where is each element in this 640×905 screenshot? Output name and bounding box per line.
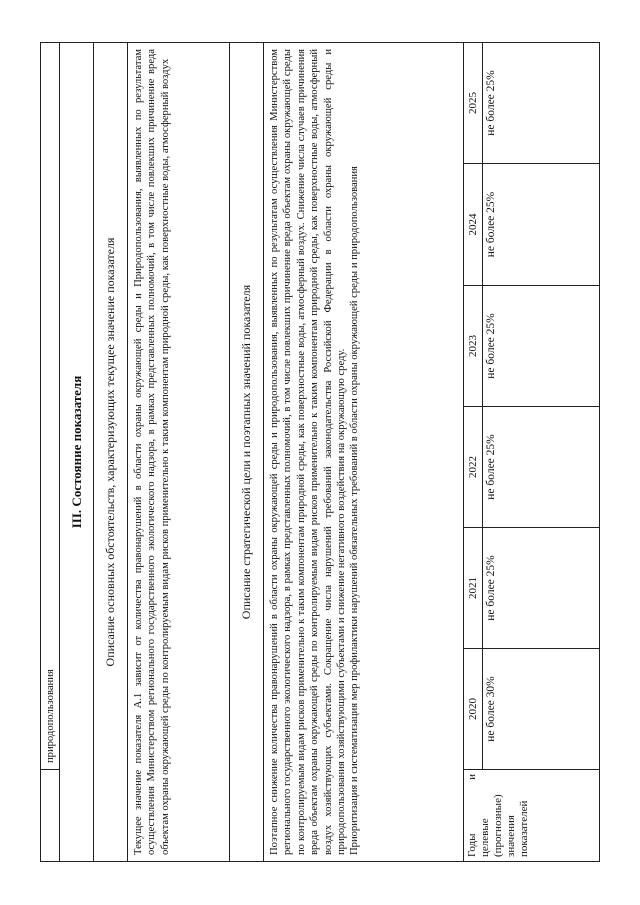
year-column: [464, 648, 599, 769]
year-value: не более 25%: [485, 191, 497, 258]
year-value: не более 25%: [485, 555, 497, 621]
years-label-a: Годы: [466, 833, 478, 857]
current-paragraph: Текущее значение показателя А.1 зависит от количества правонарушений в области охраны окружающей среды и Природопользования, выявленных по результатам осуществления Министерством регионального государственного экологического надзора, в рамках представленных полномочий, в том числе повлекших причинение вреда объектам охраны окружающей среды по контролируемым видам рисков применительно к таким компонентам природной среды, как поверхностные воды, атмосферный воздух: [133, 49, 171, 855]
section-title: III. Состояние показателя: [68, 375, 84, 529]
year-column: [464, 406, 599, 527]
top-cell-text: природопользования: [45, 669, 56, 763]
years-label-line: целевые: [479, 818, 491, 857]
years-table: [464, 42, 600, 862]
document-page: [40, 42, 600, 862]
year-header: 2025: [464, 43, 483, 163]
year-column: [464, 527, 599, 648]
year-header: 2024: [464, 164, 483, 285]
year-column: [464, 285, 599, 406]
years-label-line: значения: [505, 815, 517, 857]
year-header: 2022: [464, 407, 483, 527]
goals-paragraph-1: Поэтапное снижение количества правонарушений в области охраны окружающей среды и природопользования, выявленных по результатам осуществления Министерством регионального государственного экологического надзора, в рамках представленных полномочий, в том числе повлекших причинение вреда объектам охраны окружающей среды по контролируемым видам рисков применительно к таким компонентам природной среды, как поверхностные воды, атмосферный воздух. Снижение числа случаев причинения вреда объектам охраны окружающей среды по контролируемым видам рисков применительно к таким компонентам природной среды, как поверхностные воды, атмосферный воздух хозяйствующих субъектами. Сокращение числа нарушений требований законодательства Российской Федерации в области охраны окружающей среды и природопользования хозяйствующими субъектами и снижение негативного воздействия на окружающую среду.: [269, 49, 348, 855]
current-heading: Описание основных обстоятельств, характеризующих текущее значение показателя: [102, 237, 117, 667]
year-header: 2020: [464, 649, 483, 769]
left-empty-cell: [41, 769, 59, 861]
goals-text: [264, 43, 463, 861]
year-column: [464, 43, 599, 163]
goals-paragraph-2: Приоритизация и систематизация мер профилактики нарушений обязательных требований в области охраны окружающей среды и природопользования: [349, 166, 361, 855]
goals-heading: Описание стратегической цели и поэтапных значений показателя: [238, 284, 253, 620]
year-header: 2023: [464, 286, 483, 406]
goals-heading-row: [230, 42, 264, 862]
current-text: [128, 43, 229, 861]
year-header: 2021: [464, 528, 483, 648]
year-value: не более 30%: [485, 676, 497, 742]
current-heading-row: [94, 42, 128, 862]
year-value: не более 25%: [485, 70, 497, 136]
years-label-b: и: [466, 774, 478, 780]
years-label-cell: [464, 769, 599, 861]
years-label-line: показателей: [518, 800, 530, 857]
current-text-row: [128, 42, 230, 862]
top-cell: [41, 43, 59, 769]
year-value: не более 25%: [485, 434, 497, 500]
goals-text-row: [264, 42, 464, 862]
year-value: не более 25%: [485, 313, 497, 379]
year-column: [464, 163, 599, 285]
top-row: [40, 42, 60, 862]
years-label-line: (прогнозные): [492, 794, 504, 857]
section-title-row: [60, 42, 94, 862]
